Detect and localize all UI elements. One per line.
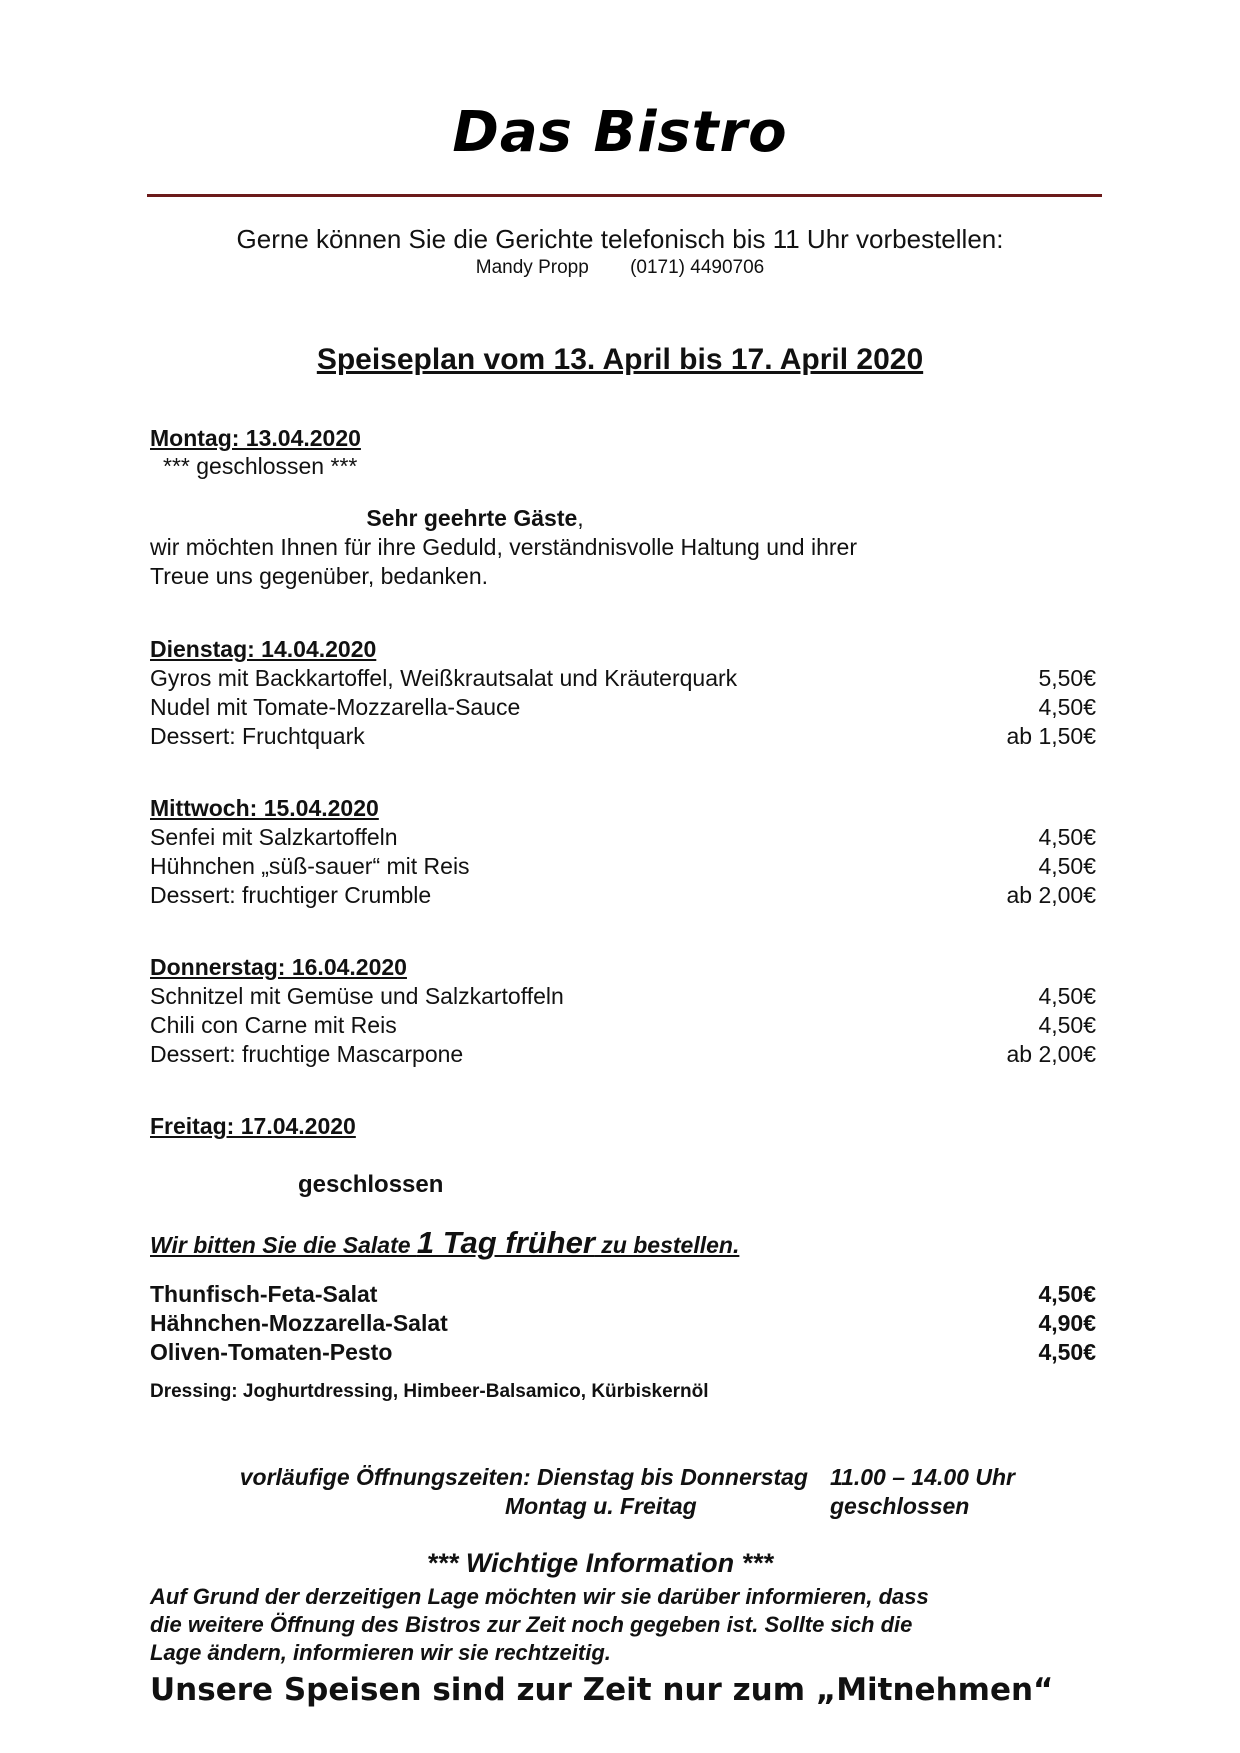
contact-info <box>0 257 1240 279</box>
page-title: Das Bistro <box>452 100 788 165</box>
menu-item-name: Chili con Carne mit Reis <box>150 1012 397 1038</box>
salad-price: 4,90€ <box>1038 1310 1096 1336</box>
menu-item <box>150 723 1096 750</box>
menu-item <box>150 665 1096 692</box>
dressing-info: Dressing: Joghurtdressing, Himbeer-Balsamico, Kürbiskernöl <box>150 1381 709 1402</box>
salad-note-end: zu bestellen. <box>594 1232 740 1258</box>
salad-price: 4,50€ <box>1038 1339 1096 1365</box>
menu-plan-title: Speiseplan vom 13. April bis 17. April 2020 <box>316 343 924 376</box>
menu-item <box>150 882 1096 909</box>
menu-item-name: Schnitzel mit Gemüse und Salzkartoffeln <box>150 983 564 1009</box>
thanks-line-2: Treue uns gegenüber, bedanken. <box>150 563 489 589</box>
menu-item-price: ab 2,00€ <box>1006 882 1096 908</box>
menu-item-price: 5,50€ <box>1038 665 1096 691</box>
friday-status: geschlossen <box>298 1171 444 1198</box>
salad-name: Hähnchen-Mozzarella-Salat <box>150 1310 448 1336</box>
closed-days-value: geschlossen <box>830 1493 970 1519</box>
info-line-1: Auf Grund der derzeitigen Lage möchten wir sie darüber informieren, dass <box>150 1584 929 1609</box>
order-note: Gerne können Sie die Gerichte telefonisch bis 11 Uhr vorbestellen: <box>236 224 1004 254</box>
salad-note-emphasis: 1 Tag früher <box>416 1225 595 1260</box>
info-title: *** Wichtige Information *** <box>426 1548 774 1578</box>
info-line-3: Lage ändern, informieren wir sie rechtzeitig. <box>150 1640 611 1665</box>
menu-item <box>150 853 1096 880</box>
salad-price: 4,50€ <box>1038 1281 1096 1307</box>
info-line-2: die weitere Öffnung des Bistros zur Zeit noch gegeben ist. Sollte sich die <box>150 1612 913 1637</box>
menu-item-name: Senfei mit Salzkartoffeln <box>150 824 398 850</box>
salad-name: Oliven-Tomaten-Pesto <box>150 1339 393 1365</box>
opening-hours-time: 11.00 – 14.00 Uhr <box>830 1464 1015 1490</box>
monday-heading: Montag: 13.04.2020 <box>150 425 361 451</box>
menu-item-price: 4,50€ <box>1038 824 1096 850</box>
menu-item-price: 4,50€ <box>1038 694 1096 720</box>
menu-item <box>150 824 1096 851</box>
menu-item-price: ab 1,50€ <box>1006 723 1096 749</box>
greeting-comma: , <box>577 505 584 531</box>
greeting-salutation: Sehr geehrte Gäste <box>366 505 578 531</box>
thursday-heading: Donnerstag: 16.04.2020 <box>150 954 407 980</box>
menu-item-name: Hühnchen „süß-sauer“ mit Reis <box>150 853 470 879</box>
tuesday-heading: Dienstag: 14.04.2020 <box>150 636 377 662</box>
menu-item-name: Dessert: Fruchtquark <box>150 723 365 749</box>
menu-item-price: 4,50€ <box>1038 983 1096 1009</box>
opening-hours-label: vorläufige Öffnungszeiten: Dienstag bis Donnerstag <box>239 1464 808 1490</box>
friday-heading: Freitag: 17.04.2020 <box>150 1113 356 1139</box>
menu-item <box>150 983 1096 1010</box>
menu-item-name: Dessert: fruchtige Mascarpone <box>150 1041 464 1067</box>
title-divider <box>147 194 1102 197</box>
menu-item-price: 4,50€ <box>1038 853 1096 879</box>
menu-item-price: 4,50€ <box>1038 1012 1096 1038</box>
menu-item <box>150 1041 1096 1068</box>
closed-days-label: Montag u. Freitag <box>505 1493 697 1519</box>
menu-item-name: Gyros mit Backkartoffel, Weißkrautsalat und Kräuterquark <box>150 665 738 691</box>
menu-item-name: Nudel mit Tomate-Mozzarella-Sauce <box>150 694 521 720</box>
salad-name: Thunfisch-Feta-Salat <box>150 1281 378 1307</box>
monday-status: *** geschlossen *** <box>163 453 358 479</box>
salad-item <box>150 1339 1096 1366</box>
wednesday-heading: Mittwoch: 15.04.2020 <box>150 795 379 821</box>
menu-item-price: ab 2,00€ <box>1006 1041 1096 1067</box>
menu-item-name: Dessert: fruchtiger Crumble <box>150 882 432 908</box>
contact-name: Mandy Propp <box>475 257 589 278</box>
greeting <box>150 505 800 532</box>
takeaway-notice: Unsere Speisen sind zur Zeit nur zum „Mitnehmen“ <box>150 1672 1054 1708</box>
contact-phone: (0171) 4490706 <box>630 257 765 278</box>
thanks-line-1: wir möchten Ihnen für ihre Geduld, verständnisvolle Haltung und ihrer <box>150 534 857 560</box>
salad-order-note <box>150 1225 739 1261</box>
salad-item <box>150 1310 1096 1337</box>
menu-item <box>150 1012 1096 1039</box>
salad-item <box>150 1281 1096 1308</box>
salad-note-start: Wir bitten Sie die Salate <box>150 1232 417 1258</box>
menu-item <box>150 694 1096 721</box>
